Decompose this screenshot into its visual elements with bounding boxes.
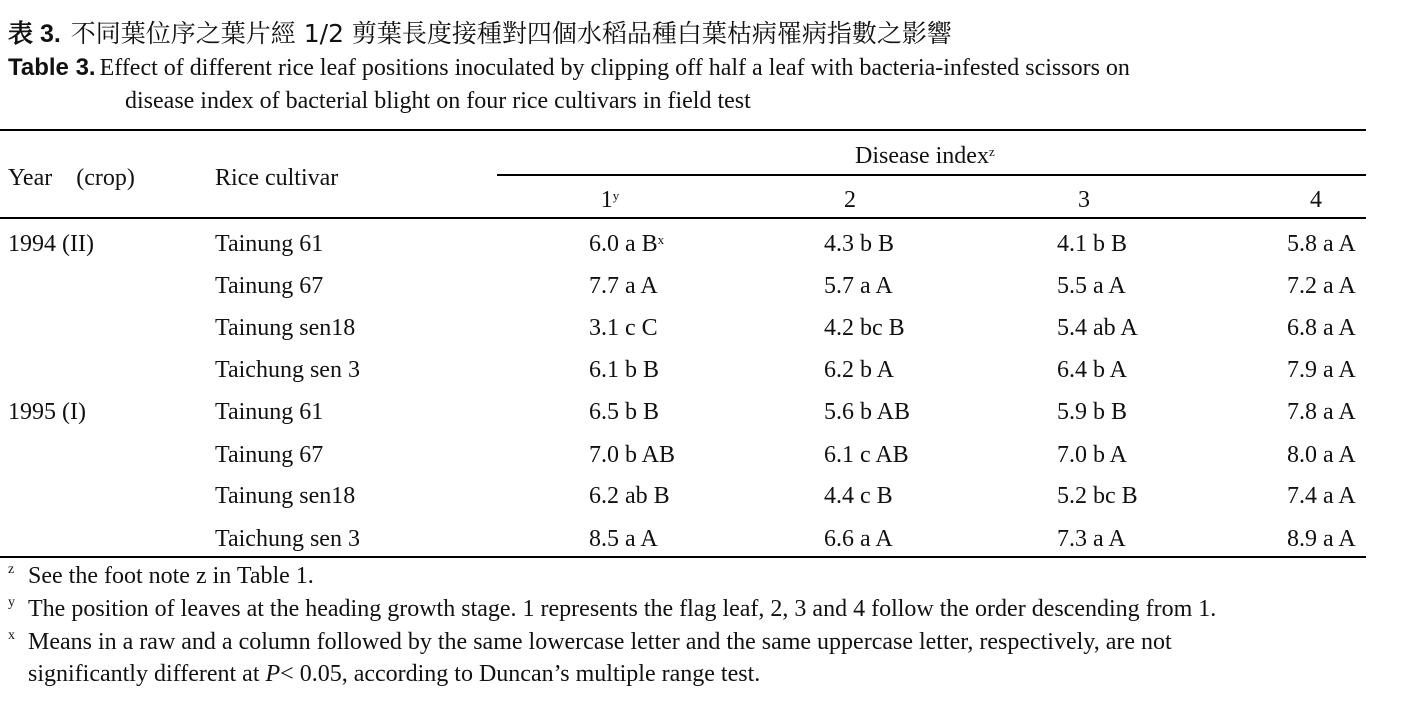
row-year: 1995 (I) [8,399,86,425]
disease-index-rule [497,174,1366,176]
disease-index-label: Disease index [855,143,989,169]
row-value-pos2: 6.2 b A [824,357,895,383]
header-position-2: 2 [844,187,856,213]
footnote-z-text: See the foot note z in Table 1. [28,563,314,589]
row-value-pos4: 8.9 a A [1287,526,1356,552]
footnote-x-text-line1: Means in a raw and a column followed by the same lowercase letter and the same uppercase letter, respectively, are not [28,629,1172,655]
row-cultivar: Tainung sen18 [215,315,356,341]
row-value-pos2: 6.1 c AB [824,442,909,468]
row-value-pos1: 6.5 b B [589,399,660,425]
row-value-pos3: 6.4 b A [1057,357,1128,383]
row-value-pos3: 5.5 a A [1057,273,1126,299]
row-value-pos1: 7.0 b AB [589,442,676,468]
row-value-pos2: 6.6 a A [824,526,893,552]
header-bottom-rule [0,217,1366,219]
caption-chinese [8,18,952,51]
row-value-pos1: 6.1 b B [589,357,660,383]
caption-en-line1: Effect of different rice leaf positions inoculated by clipping off half a leaf with bacteria-infested scissors on [99,55,1130,81]
row-value-pos3: 4.1 b B [1057,231,1128,257]
caption-english [8,52,1130,84]
row-value-pos2: 5.6 b AB [824,399,911,425]
row-value-pos4: 7.4 a A [1287,483,1356,509]
row-value-pos1: 3.1 c C [589,315,658,341]
row-value-pos4: 5.8 a A [1287,231,1356,257]
row-cultivar: Tainung 67 [215,273,324,299]
position1-sup: y [612,188,620,203]
row-value-pos3: 5.9 b B [1057,399,1128,425]
footnote-y-mark: y [8,595,15,610]
row-value-pos4: 8.0 a A [1287,442,1356,468]
header-year: Year (crop) [8,165,135,191]
row-value-pos2: 4.3 b B [824,231,895,257]
row-cultivar: Tainung sen18 [215,483,356,509]
footnote-y-text: The position of leaves at the heading growth stage. 1 represents the flag leaf, 2, 3 and 4 follow the order descending from 1. [28,596,1217,622]
row-value-pos1: 6.0 a $B^x$ [589,231,665,257]
row-value-pos4: 7.9 a A [1287,357,1356,383]
disease-index-sup: z [988,144,995,159]
header-cultivar: Rice cultivar [215,165,339,191]
caption-en-line2: disease index of bacterial blight on four rice cultivars in field test [125,88,751,114]
row-value-pos4: 7.8 a A [1287,399,1356,425]
footnote-z-mark: z [8,562,15,577]
row-cultivar: Tainung 67 [215,442,324,468]
row-value-pos1: 8.5 a A [589,526,658,552]
row-cultivar: Tainung 61 [215,399,324,425]
row-cultivar: Taichung sen 3 [215,357,360,383]
row-value-pos3: 7.0 b A [1057,442,1128,468]
footnote-x-text-line2: significantly different at P< 0.05, according to Duncan’s multiple range test. [28,661,761,687]
caption-en-label: Table 3. [8,54,96,81]
header-position-3: 3 [1078,187,1090,213]
row-value-pos2: 4.4 c B [824,483,893,509]
header-position-4: 4 [1310,187,1322,213]
table-bottom-rule [0,556,1366,558]
header-disease-index [855,141,995,171]
caption-zh-text: 不同葉位序之葉片經 1/2 剪葉長度接種對四個水稻品種白葉枯病罹病指數之影響 [70,19,952,48]
table-top-rule [0,129,1366,131]
caption-zh-label: 表 3. [8,20,61,48]
row-value-pos1: 6.2 ab B [589,483,670,509]
row-value-pos4: 7.2 a A [1287,273,1356,299]
row-value-pos2: 4.2 bc B [824,315,905,341]
header-position-1: 1$^y$ [600,187,620,213]
p-symbol: P [265,661,281,687]
row-year: 1994 (II) [8,231,94,257]
row-value-pos3: 5.4 ab A [1057,315,1138,341]
row-value-pos3: 5.2 bc B [1057,483,1138,509]
row-value-pos2: 5.7 a A [824,273,893,299]
value-sup: x [657,232,665,247]
row-value-pos3: 7.3 a A [1057,526,1126,552]
footnote-x-mark: x [8,628,15,643]
row-cultivar: Tainung 61 [215,231,324,257]
row-cultivar: Taichung sen 3 [215,526,360,552]
row-value-pos4: 6.8 a A [1287,315,1356,341]
row-value-pos1: 7.7 a A [589,273,658,299]
